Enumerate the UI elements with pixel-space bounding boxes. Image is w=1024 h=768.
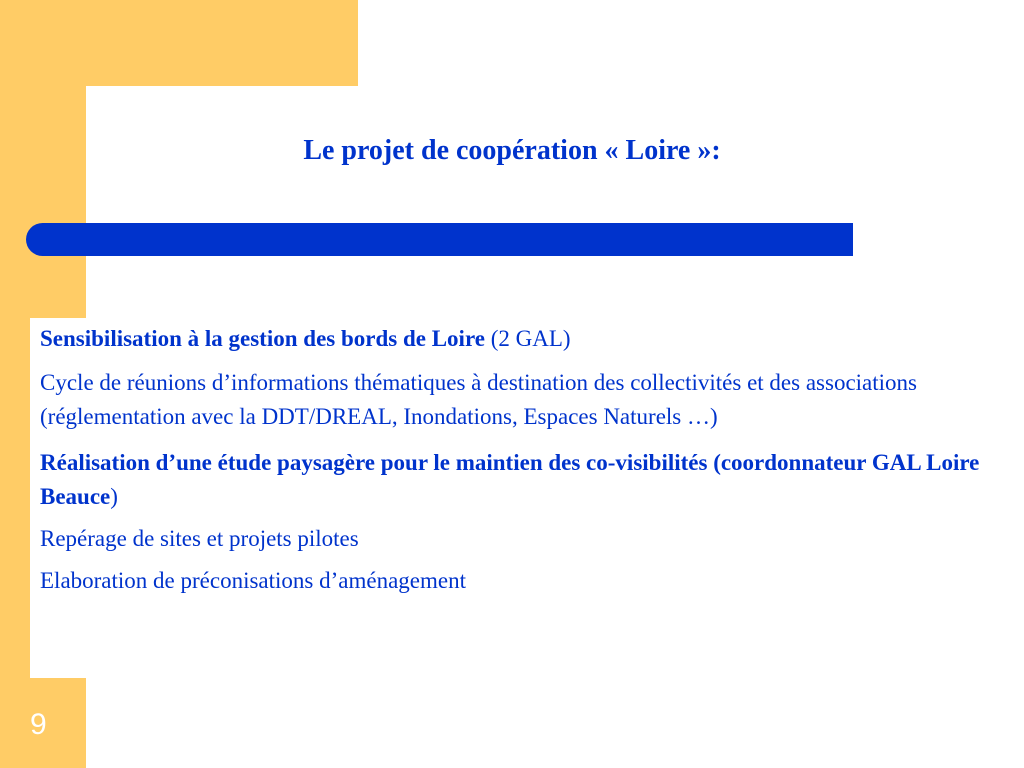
- section2-item: Repérage de sites et projets pilotes: [40, 526, 359, 551]
- section1-heading-bold: Sensibilisation à la gestion des bords de Loire: [40, 326, 485, 351]
- section1-paragraph: Cycle de réunions d’informations thématiques à destination des collectivités et des associations (réglementation avec la DDT/DREAL, Inondations, Espaces Naturels …): [40, 370, 917, 429]
- section2-item: Elaboration de préconisations d’aménagement: [40, 568, 466, 593]
- slide-title: Le projet de coopération « Loire »:: [303, 135, 721, 166]
- slide-content: [40, 322, 985, 598]
- section1-heading-suffix: (2 GAL): [484, 326, 571, 351]
- decorative-top-block: [86, 0, 358, 86]
- slide-number: 9: [30, 708, 47, 741]
- title-underline-bar: [26, 223, 853, 256]
- section2-heading-suffix: ): [110, 484, 118, 509]
- section2-heading: [40, 446, 985, 514]
- section2-heading-bold: Réalisation d’une étude paysagère pour le maintien des co-visibilités (coordonnateur GAL Loire Beauce: [40, 450, 980, 509]
- section1-heading: [40, 322, 985, 356]
